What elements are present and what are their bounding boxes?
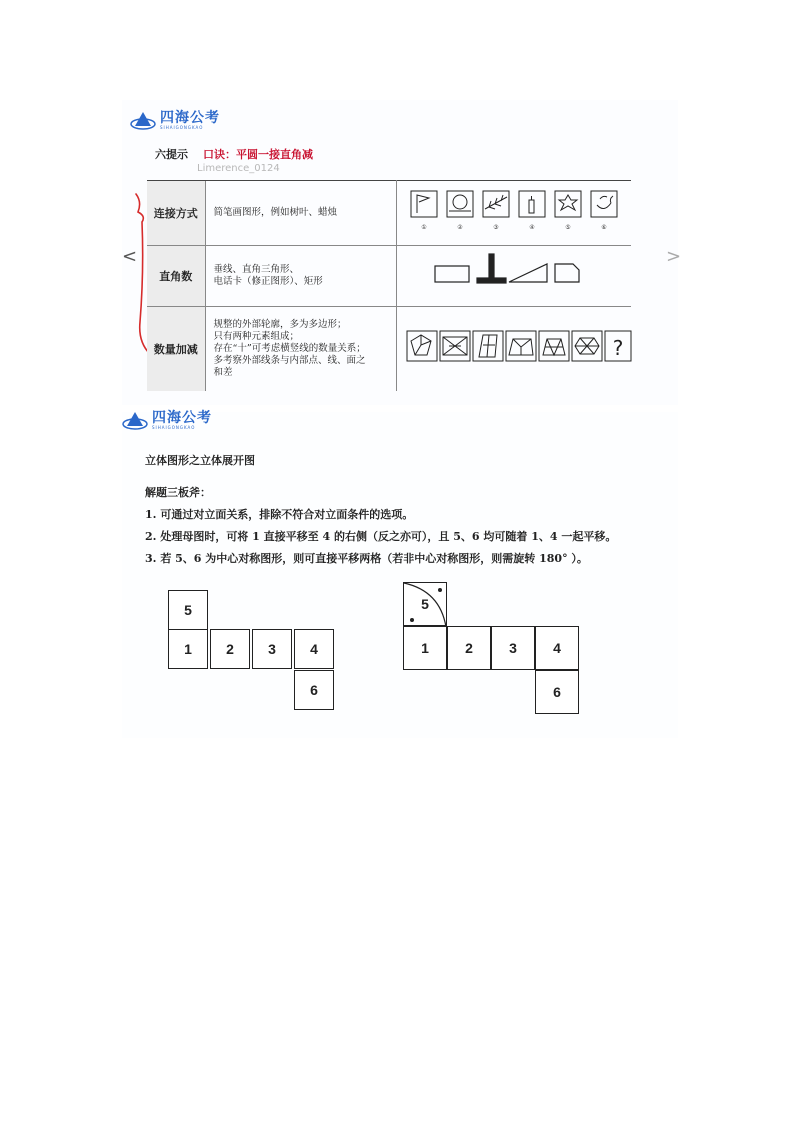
figure-cell — [396, 181, 631, 246]
logo-mountain-icon — [130, 110, 156, 130]
right-angle-figures — [397, 246, 631, 302]
slide-panel-tips — [122, 100, 682, 405]
watermark-text: Limerence_0124 — [197, 163, 280, 174]
net-face: 4 — [294, 629, 334, 669]
description-line: 多考察外部线条与内部点、线、面之 — [213, 355, 366, 366]
row-header: 数量加减 — [147, 307, 205, 392]
net-face-marked — [403, 582, 447, 626]
logo-mountain-icon — [122, 410, 148, 430]
description-line: 只有两种元素组成； — [213, 331, 300, 342]
logo-sub-text: SIHAIGONGKAO — [152, 424, 196, 430]
heading-formula: 口诀：平圆一接直角减 — [203, 148, 313, 161]
net-face: 1 — [403, 626, 447, 670]
heading-label: 六提示 — [155, 148, 188, 161]
logo-brand-text: 四海公考 — [152, 409, 212, 426]
row-description: 简笔画图形，例如树叶、蜡烛 — [205, 181, 396, 246]
step-item: 1. 可通过对立面关系，排除不符合对立面条件的选项。 — [145, 508, 414, 521]
line-drawing-figures — [397, 181, 631, 241]
quantity-figures — [397, 307, 631, 387]
description-line: 垂线、直角三角形、 — [213, 264, 300, 275]
description-line: 存在“十”可考虑横竖线的数量关系； — [213, 343, 366, 354]
section-subtitle: 解题三板斧： — [145, 486, 211, 499]
prev-slide-arrow[interactable]: < — [122, 246, 138, 267]
table-row — [147, 181, 631, 246]
description-line: 规整的外部轮廓，多为多边形； — [213, 319, 347, 330]
row-description — [205, 246, 396, 307]
table-row — [147, 307, 631, 392]
figure-label: ④ — [529, 224, 535, 231]
figure-cell — [396, 307, 631, 392]
logo-sub-text: SIHAIGONGKAO — [160, 124, 204, 130]
step-item: 3. 若 5、6 为中心对称图形，则可直接平移两格（若非中心对称图形，则需旋转 180° ）。 — [145, 552, 588, 565]
brand-logo — [130, 110, 220, 130]
figure-label: ② — [457, 224, 463, 231]
next-slide-arrow[interactable]: > — [666, 246, 682, 267]
row-header: 直角数 — [147, 246, 205, 307]
slide-panel-nets — [122, 409, 678, 738]
description-line: 和差 — [213, 367, 233, 378]
tips-table — [147, 180, 631, 391]
net-face: 5 — [168, 590, 208, 630]
figure-label: ⑥ — [601, 224, 607, 231]
net-face: 6 — [294, 670, 334, 710]
net-face: 1 — [168, 629, 208, 669]
description-line: 电话卡（修正图形）、矩形 — [213, 276, 323, 287]
net-face: 6 — [535, 670, 579, 714]
net-face: 3 — [491, 626, 535, 670]
brand-logo — [122, 410, 212, 430]
net-face: 2 — [447, 626, 491, 670]
figure-label: ⑤ — [565, 224, 571, 231]
figure-cell — [396, 246, 631, 307]
figure-label: ③ — [493, 224, 499, 231]
page-title: 立体图形之立体展开图 — [145, 454, 255, 467]
figure-label: ① — [421, 224, 427, 231]
row-header: 连接方式 — [147, 181, 205, 246]
net-face: 2 — [210, 629, 250, 669]
question-mark: ? — [612, 336, 624, 360]
net-face: 3 — [252, 629, 292, 669]
step-item: 2. 处理母图时，可将 1 直接平移至 4 的右侧（反之亦可），且 5、6 均可随着 1、4 一起平移。 — [145, 530, 617, 543]
face-number: 5 — [421, 596, 429, 612]
logo-brand-text: 四海公考 — [160, 109, 220, 126]
net-face: 4 — [535, 626, 579, 670]
table-row — [147, 246, 631, 307]
row-description — [205, 307, 396, 392]
